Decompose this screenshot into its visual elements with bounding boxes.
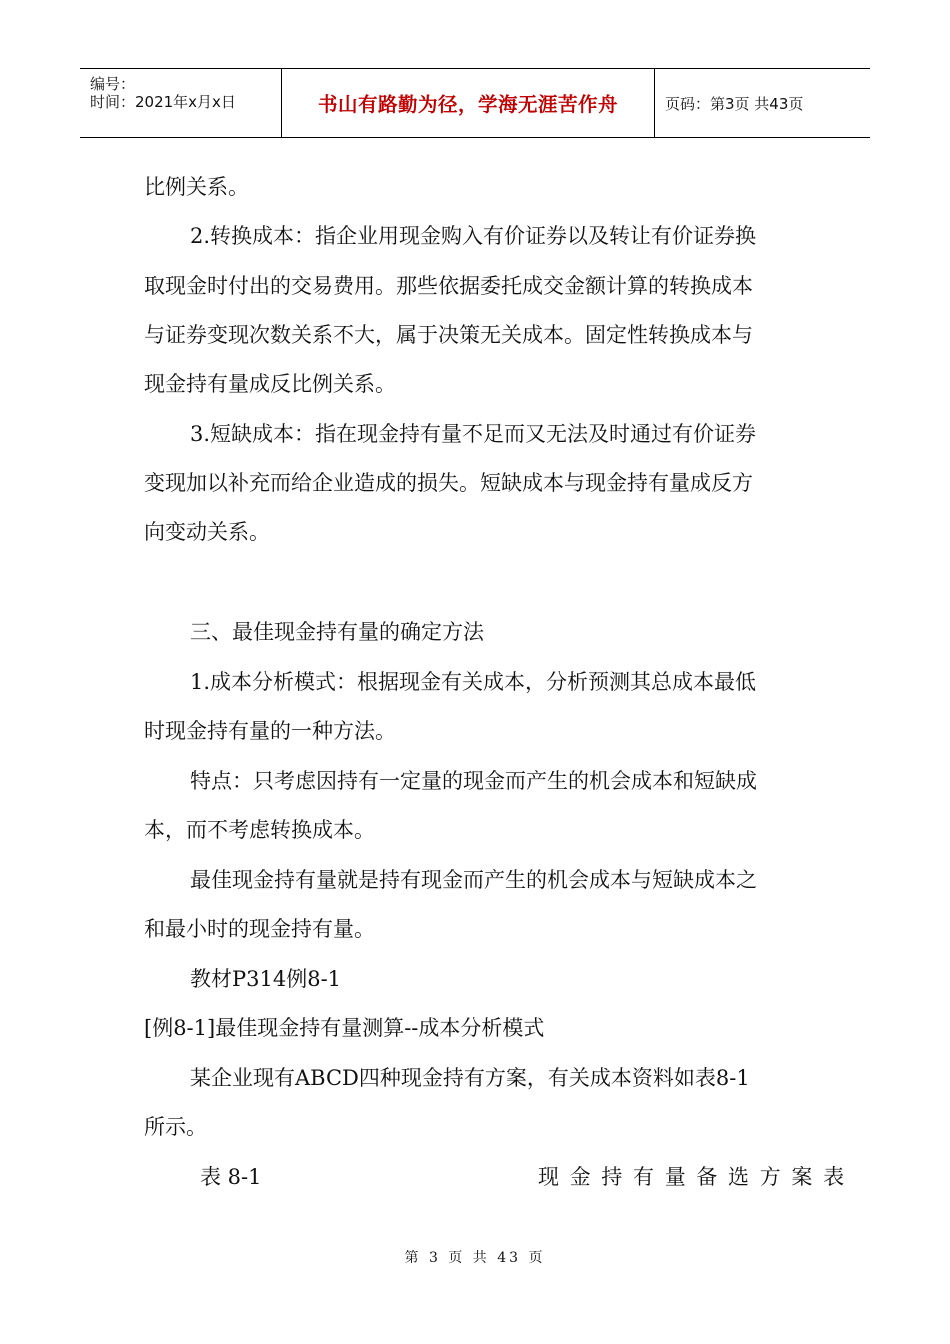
- paragraph-line: 时现金持有量的一种方法。: [144, 719, 396, 743]
- paragraph-line: [例8-1]最佳现金持有量测算--成本分析模式: [144, 1016, 545, 1040]
- header-page-code: 页码：第3页 共43页: [665, 94, 804, 113]
- paragraph-line: 特点：只考虑因持有一定量的现金而产生的机会成本和短缺成: [190, 769, 757, 793]
- paragraph-line: 本，而不考虑转换成本。: [144, 818, 375, 842]
- paragraph-line: 教材P314例8-1: [190, 967, 342, 991]
- document-number-label: 编号：: [90, 75, 136, 93]
- paragraph-line: 最佳现金持有量就是持有现金而产生的机会成本与短缺成本之: [190, 868, 757, 892]
- paragraph-line: 比例关系。: [144, 175, 249, 199]
- paragraph-line: 取现金时付出的交易费用。那些依据委托成交金额计算的转换成本: [144, 274, 753, 298]
- paragraph-line: 2.转换成本：指企业用现金购入有价证券以及转让有价证券换: [190, 224, 757, 248]
- paragraph-line: 1.成本分析模式：根据现金有关成本，分析预测其总成本最低: [190, 670, 757, 694]
- header-motto: 书山有路勤为径，学海无涯苦作舟: [317, 93, 618, 116]
- table-caption-number: 表 8-1: [200, 1165, 262, 1189]
- table-caption-title: 现 金 持 有 量 备 选 方 案 表: [538, 1165, 847, 1189]
- header-page-cell: [655, 69, 870, 137]
- paragraph-line: 所示。: [144, 1115, 207, 1139]
- paragraph-line: 现金持有量成反比例关系。: [144, 372, 396, 396]
- paragraph-line: 某企业现有ABCD四种现金持有方案，有关成本资料如表8-1: [190, 1066, 750, 1090]
- page-footer: 第 3 页 共 43 页: [404, 1250, 546, 1266]
- header-meta-cell: [80, 69, 282, 137]
- document-time-label: 时间：2021年x月x日: [90, 93, 236, 111]
- paragraph-line: 3.短缺成本：指在现金持有量不足而又无法及时通过有价证券: [190, 422, 757, 446]
- paragraph-line: 变现加以补充而给企业造成的损失。短缺成本与现金持有量成反方: [144, 471, 753, 495]
- paragraph-line: 向变动关系。: [144, 520, 270, 544]
- paragraph-line: 与证券变现次数关系不大，属于决策无关成本。固定性转换成本与: [144, 323, 753, 347]
- header-motto-cell: [282, 69, 655, 137]
- section-heading: 三、最佳现金持有量的确定方法: [190, 620, 484, 644]
- page-header: [80, 68, 870, 138]
- paragraph-line: 和最小时的现金持有量。: [144, 917, 375, 941]
